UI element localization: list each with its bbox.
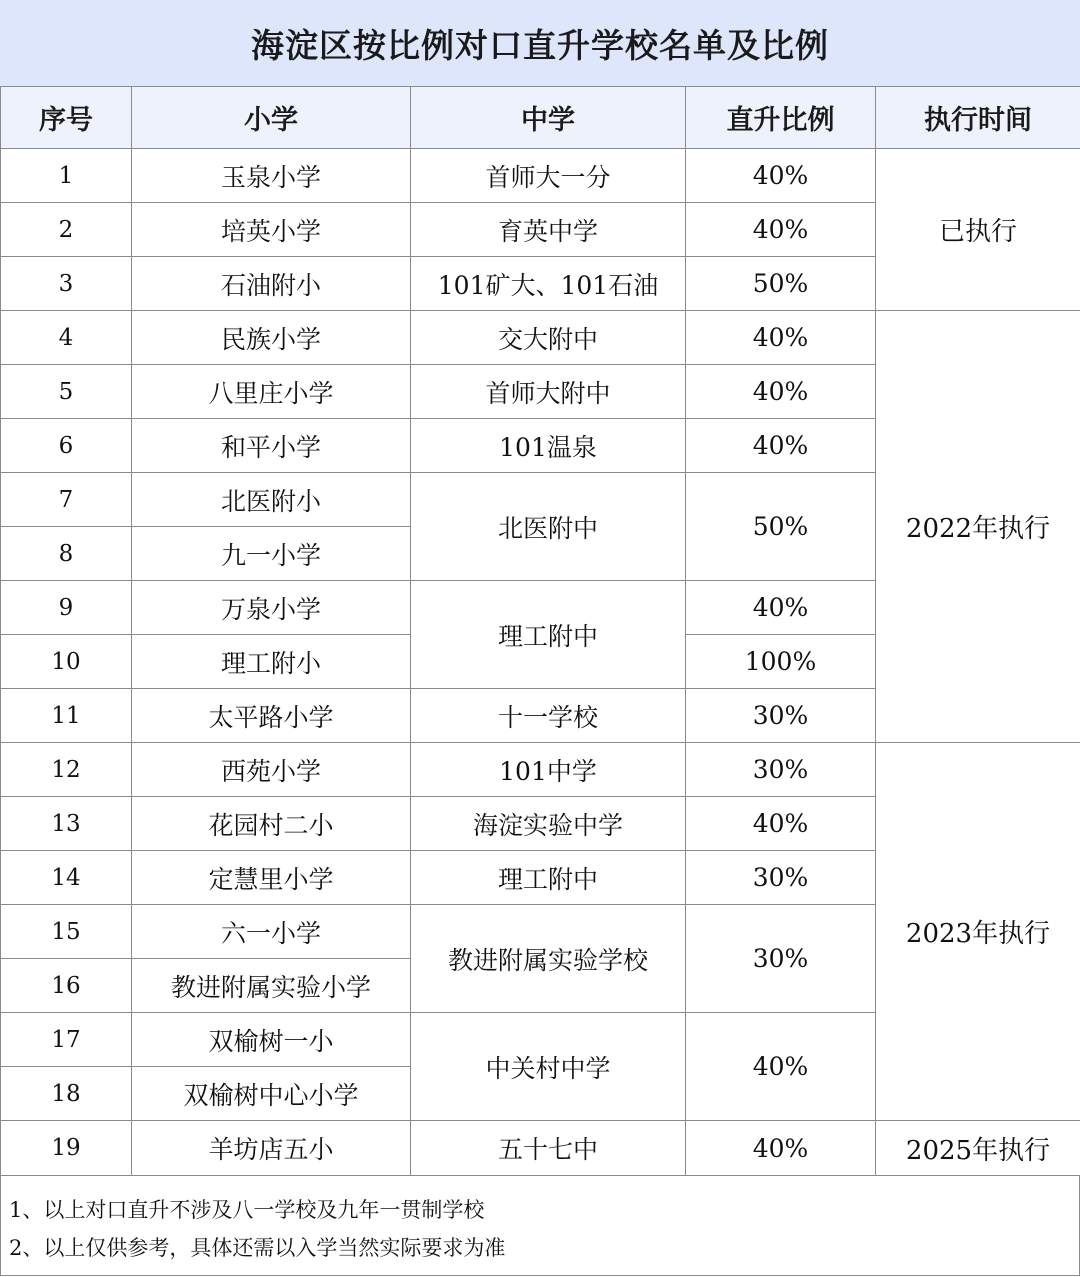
cell-middle: 海淀实验中学 bbox=[411, 797, 686, 851]
cell-ratio: 50% bbox=[686, 257, 876, 311]
header-index: 序号 bbox=[1, 87, 132, 149]
header-row bbox=[1, 87, 1080, 149]
cell-ratio: 40% bbox=[686, 419, 876, 473]
cell-index: 5 bbox=[1, 365, 132, 419]
cell-primary: 九一小学 bbox=[132, 527, 411, 581]
table-row bbox=[1, 743, 1080, 797]
cell-primary: 羊坊店五小 bbox=[132, 1121, 411, 1176]
cell-middle: 交大附中 bbox=[411, 311, 686, 365]
cell-index: 1 bbox=[1, 149, 132, 203]
cell-middle: 教进附属实验学校 bbox=[411, 905, 686, 1013]
cell-middle: 育英中学 bbox=[411, 203, 686, 257]
header-ratio: 直升比例 bbox=[686, 87, 876, 149]
cell-primary: 理工附小 bbox=[132, 635, 411, 689]
cell-index: 17 bbox=[1, 1013, 132, 1067]
cell-index: 18 bbox=[1, 1067, 132, 1121]
header-primary: 小学 bbox=[132, 87, 411, 149]
cell-middle: 中关村中学 bbox=[411, 1013, 686, 1121]
cell-exec-group: 2023年执行 bbox=[876, 743, 1080, 1121]
cell-index: 9 bbox=[1, 581, 132, 635]
cell-primary: 八里庄小学 bbox=[132, 365, 411, 419]
cell-index: 11 bbox=[1, 689, 132, 743]
cell-index: 3 bbox=[1, 257, 132, 311]
cell-middle: 五十七中 bbox=[411, 1121, 686, 1176]
cell-middle: 首师大一分 bbox=[411, 149, 686, 203]
notes-box bbox=[0, 1176, 1080, 1276]
cell-middle: 101矿大、101石油 bbox=[411, 257, 686, 311]
cell-ratio: 40% bbox=[686, 1121, 876, 1176]
school-table bbox=[0, 86, 1080, 1176]
cell-index: 2 bbox=[1, 203, 132, 257]
cell-ratio: 50% bbox=[686, 473, 876, 581]
cell-ratio: 30% bbox=[686, 905, 876, 1013]
cell-middle: 北医附中 bbox=[411, 473, 686, 581]
header-exec: 执行时间 bbox=[876, 87, 1080, 149]
cell-index: 7 bbox=[1, 473, 132, 527]
header-middle: 中学 bbox=[411, 87, 686, 149]
table-row bbox=[1, 1121, 1080, 1176]
cell-primary: 定慧里小学 bbox=[132, 851, 411, 905]
cell-exec-group: 已执行 bbox=[876, 149, 1080, 311]
cell-index: 13 bbox=[1, 797, 132, 851]
table-row bbox=[1, 149, 1080, 203]
cell-primary: 和平小学 bbox=[132, 419, 411, 473]
cell-index: 16 bbox=[1, 959, 132, 1013]
note-text: 1、以上对口直升不涉及八一学校及九年一贯制学校 bbox=[9, 1198, 485, 1222]
cell-primary: 培英小学 bbox=[132, 203, 411, 257]
cell-index: 14 bbox=[1, 851, 132, 905]
cell-index: 6 bbox=[1, 419, 132, 473]
cell-index: 10 bbox=[1, 635, 132, 689]
cell-middle: 理工附中 bbox=[411, 581, 686, 689]
cell-middle: 首师大附中 bbox=[411, 365, 686, 419]
cell-primary: 万泉小学 bbox=[132, 581, 411, 635]
cell-ratio: 40% bbox=[686, 1013, 876, 1121]
cell-primary: 民族小学 bbox=[132, 311, 411, 365]
cell-primary: 教进附属实验小学 bbox=[132, 959, 411, 1013]
cell-primary: 太平路小学 bbox=[132, 689, 411, 743]
cell-ratio: 40% bbox=[686, 149, 876, 203]
cell-ratio: 100% bbox=[686, 635, 876, 689]
cell-middle: 101温泉 bbox=[411, 419, 686, 473]
cell-ratio: 40% bbox=[686, 365, 876, 419]
cell-ratio: 40% bbox=[686, 311, 876, 365]
cell-ratio: 30% bbox=[686, 743, 876, 797]
cell-primary: 石油附小 bbox=[132, 257, 411, 311]
cell-exec-group: 2022年执行 bbox=[876, 311, 1080, 743]
cell-index: 8 bbox=[1, 527, 132, 581]
cell-primary: 北医附小 bbox=[132, 473, 411, 527]
cell-ratio: 30% bbox=[686, 851, 876, 905]
cell-primary: 六一小学 bbox=[132, 905, 411, 959]
cell-primary: 西苑小学 bbox=[132, 743, 411, 797]
cell-index: 12 bbox=[1, 743, 132, 797]
cell-index: 19 bbox=[1, 1121, 132, 1176]
cell-middle: 101中学 bbox=[411, 743, 686, 797]
cell-exec-group: 2025年执行 bbox=[876, 1121, 1080, 1176]
cell-primary: 花园村二小 bbox=[132, 797, 411, 851]
cell-middle: 十一学校 bbox=[411, 689, 686, 743]
cell-ratio: 40% bbox=[686, 581, 876, 635]
cell-index: 15 bbox=[1, 905, 132, 959]
page-title: 海淀区按比例对口直升学校名单及比例 bbox=[0, 0, 1080, 87]
table-row bbox=[1, 311, 1080, 365]
cell-ratio: 30% bbox=[686, 689, 876, 743]
cell-primary: 双榆树中心小学 bbox=[132, 1067, 411, 1121]
cell-ratio: 40% bbox=[686, 797, 876, 851]
cell-primary: 玉泉小学 bbox=[132, 149, 411, 203]
note-text: 2、以上仅供参考，具体还需以入学当然实际要求为准 bbox=[9, 1236, 506, 1260]
cell-index: 4 bbox=[1, 311, 132, 365]
cell-middle: 理工附中 bbox=[411, 851, 686, 905]
cell-primary: 双榆树一小 bbox=[132, 1013, 411, 1067]
cell-ratio: 40% bbox=[686, 203, 876, 257]
